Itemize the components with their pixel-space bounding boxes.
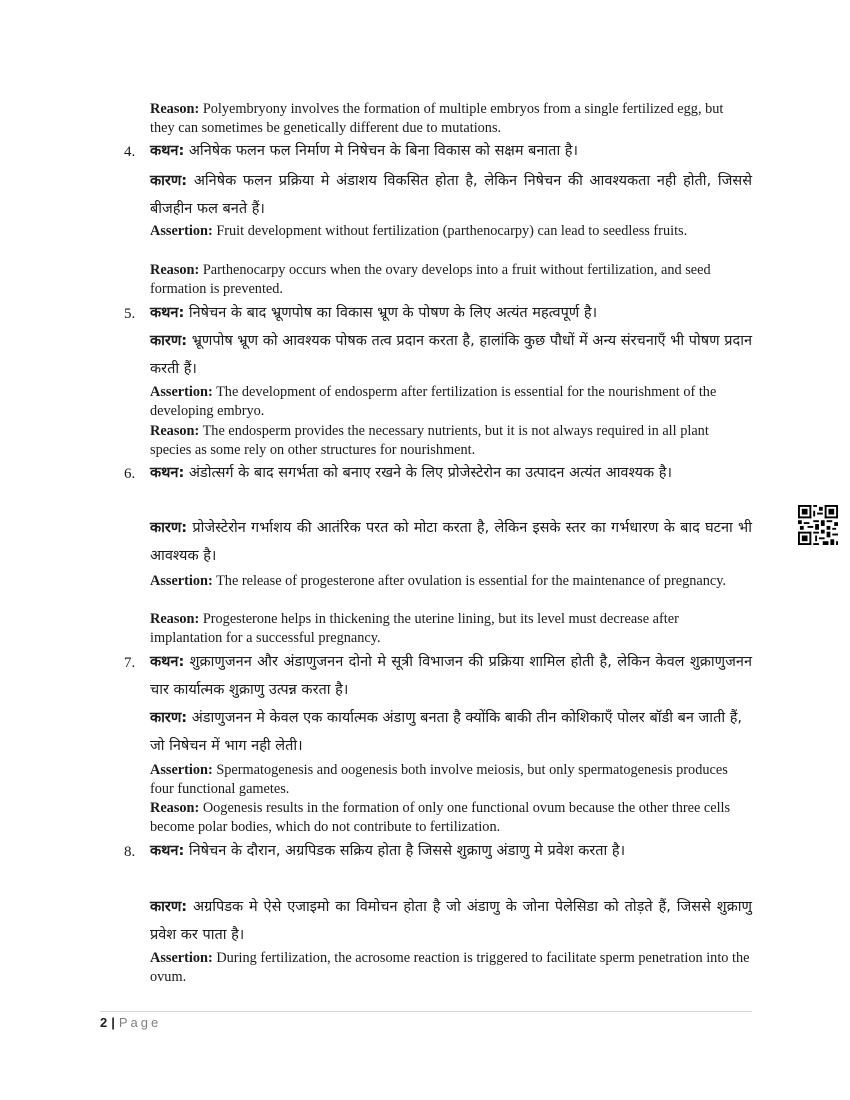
- karan-line: [150, 514, 752, 570]
- reason-label: Reason:: [150, 262, 200, 278]
- reason-label: Reason:: [150, 101, 200, 117]
- kathan-line: [150, 299, 752, 327]
- kathan-text: अनिषेक फलन फल निर्माण मे निषेचन के बिना विकास को सक्षम बनाता है।: [184, 143, 579, 159]
- page-label: Page: [118, 1015, 162, 1030]
- assertion-text: The development of endosperm after fertilization is essential for the nourishment of the developing embryo.: [150, 384, 717, 419]
- reason-label: Reason:: [150, 800, 200, 816]
- kathan-label: कथन:: [150, 843, 185, 859]
- assertion-paragraph: [150, 222, 750, 241]
- kathan-text: निषेचन के बाद भ्रूणपोष का विकास भ्रूण के पोषण के लिए अत्यंत महत्वपूर्ण है।: [184, 305, 598, 321]
- reason-paragraph: [150, 261, 750, 299]
- karan-text: अग्रपिडक मे ऐसे एजाइमो का विमोचन होता है जो अंडाणु के जोना पेलेसिडा को तोड़ते हैं, जिससे शुक्राणु प्रवेश कर पाता है।: [150, 899, 752, 943]
- kathan-text: निषेचन के दौरान, अग्रपिडक सक्रिय होता है जिससे शुक्राणु अंडाणु मे प्रवेश करता है।: [184, 843, 626, 859]
- assertion-paragraph: [150, 761, 750, 799]
- karan-label: कारण:: [150, 173, 188, 189]
- karan-text: प्रोजेस्टेरोन गर्भाशय की आतंरिक परत को मोटा करता है, लेकिन इसके स्तर का गर्भधारण के बाद घटना भी आवश्यक है।: [150, 520, 752, 564]
- kathan-label: कथन:: [150, 305, 185, 321]
- assertion-label: Assertion:: [150, 950, 213, 966]
- page-footer: [100, 1015, 161, 1030]
- kathan-label: कथन:: [150, 654, 185, 670]
- karan-line: [150, 893, 752, 949]
- assertion-text: Spermatogenesis and oogenesis both involve meiosis, but only spermatogenesis produces four functional gametes.: [150, 762, 728, 797]
- karan-label: कारण:: [150, 520, 188, 536]
- kathan-label: कथन:: [150, 465, 185, 481]
- karan-label: कारण:: [150, 899, 188, 915]
- karan-label: कारण:: [150, 710, 188, 726]
- reason-paragraph: [150, 610, 750, 648]
- reason-text: Polyembryony involves the formation of multiple embryos from a single fertilized egg, but they can sometimes be genetically different due to mutations.: [150, 101, 724, 136]
- page-number: 2: [100, 1015, 108, 1030]
- assertion-text: The release of progesterone after ovulation is essential for the maintenance of pregnancy.: [212, 573, 727, 589]
- assertion-paragraph: [150, 572, 750, 591]
- karan-line: [150, 704, 752, 760]
- kathan-line: [150, 837, 752, 865]
- assertion-paragraph: [150, 949, 750, 987]
- reason-text: Parthenocarpy occurs when the ovary develops into a fruit without fertilization, and seed formation is prevented.: [150, 262, 711, 297]
- reason-text: Oogenesis results in the formation of only one functional ovum because the other three cells become polar bodies, which do not contribute to fertilization.: [150, 800, 731, 835]
- footer-divider: [100, 1011, 752, 1012]
- reason-label: Reason:: [150, 611, 200, 627]
- kathan-line: [150, 648, 752, 704]
- kathan-text: शुक्राणुजनन और अंडाणुजनन दोनो मे सूत्री विभाजन की प्रक्रिया शामिल होती है, लेकिन केवल शुक्राणुजनन चार कार्यात्मक शुक्राणु उत्पन्न करता है।: [150, 654, 752, 698]
- reason-text: The endosperm provides the necessary nutrients, but it is not always required in all plant species as some rely on other structures for nourishment.: [150, 423, 709, 458]
- qr-code-icon: [798, 505, 838, 545]
- assertion-label: Assertion:: [150, 384, 213, 400]
- question-number: 6.: [124, 466, 136, 482]
- question-number: 7.: [124, 655, 136, 671]
- question-number: 5.: [124, 306, 136, 322]
- assertion-label: Assertion:: [150, 223, 213, 239]
- karan-label: कारण:: [150, 333, 188, 349]
- reason-paragraph: [150, 422, 750, 460]
- kathan-line: [150, 137, 752, 165]
- reason-paragraph: [150, 799, 750, 837]
- reason-text: Progesterone helps in thickening the uterine lining, but its level must decrease after implantation for a successful pregnancy.: [150, 611, 679, 646]
- kathan-label: कथन:: [150, 143, 185, 159]
- assertion-label: Assertion:: [150, 573, 213, 589]
- kathan-text: अंडोत्सर्ग के बाद सगर्भता को बनाए रखने के लिए प्रोजेस्टेरोन का उत्पादन अत्यंत आवश्यक है।: [184, 465, 672, 481]
- karan-text: अंडाणुजनन मे केवल एक कार्यात्मक अंडाणु बनता है क्योंकि बाकी तीन कोशिकाएँ पोलर बॉडी बन जाती हैं, जो निषेचन में भाग नही लेती।: [150, 710, 743, 754]
- karan-text: अनिषेक फलन प्रक्रिया मे अंडाशय विकसित होता है, लेकिन निषेचन की आवश्यकता नही होती, जिससे बीजहीन फल बनते हैं।: [150, 173, 752, 217]
- question-number: 4.: [124, 144, 136, 160]
- karan-text: भ्रूणपोष भ्रूण को आवश्यक पोषक तत्व प्रदान करता है, हालांकि कुछ पौधों में अन्य संरचनाएँ भी पोषण प्रदान करती हैं।: [150, 333, 752, 377]
- footer-separator: |: [111, 1015, 115, 1030]
- karan-line: [150, 167, 752, 223]
- kathan-line: [150, 459, 752, 487]
- assertion-paragraph: [150, 383, 750, 421]
- assertion-text: Fruit development without fertilization (parthenocarpy) can lead to seedless fruits.: [212, 223, 688, 239]
- reason-label: Reason:: [150, 423, 200, 439]
- assertion-label: Assertion:: [150, 762, 213, 778]
- question-number: 8.: [124, 844, 136, 860]
- assertion-text: During fertilization, the acrosome reaction is triggered to facilitate sperm penetration into the ovum.: [150, 950, 750, 985]
- karan-line: [150, 327, 752, 383]
- intro-reason: [150, 100, 750, 138]
